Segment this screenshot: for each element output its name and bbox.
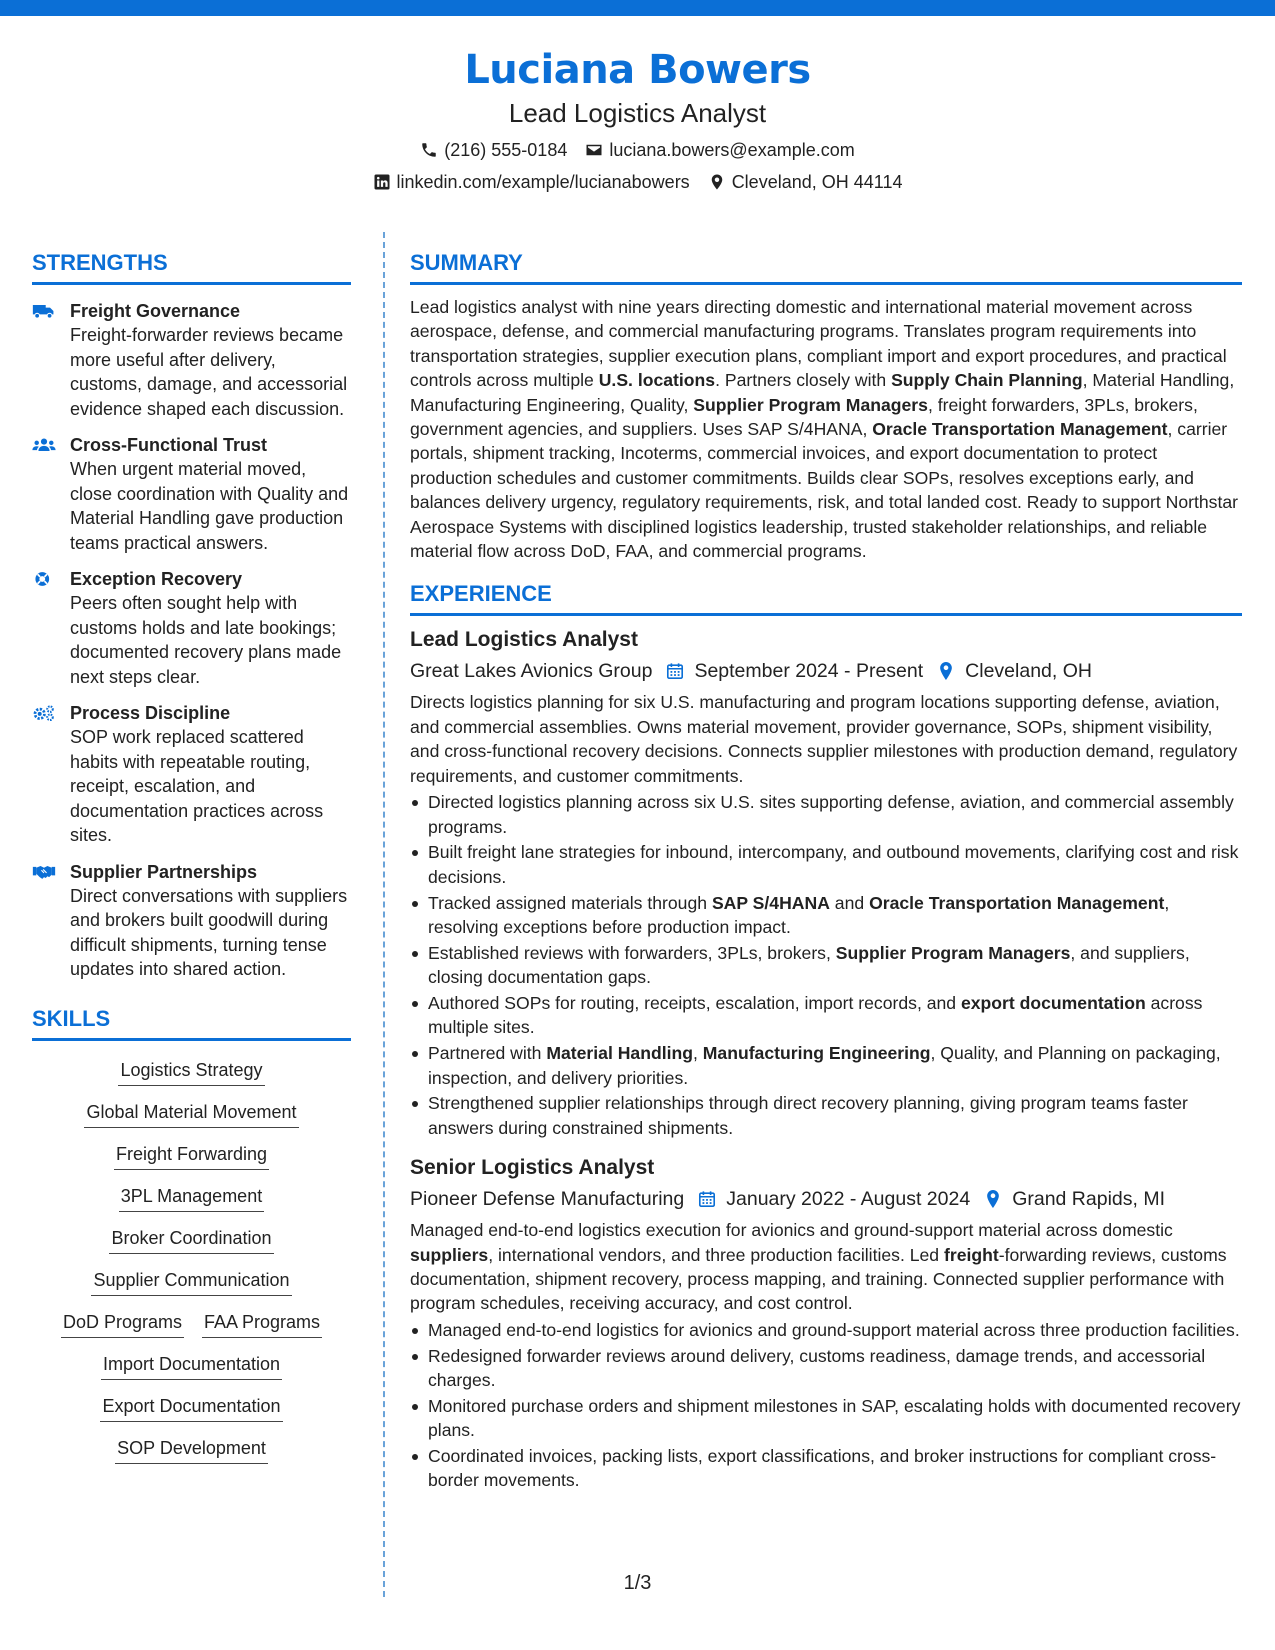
top-accent-bar (0, 0, 1275, 16)
envelope-icon (585, 141, 603, 159)
strength-description: When urgent material moved, close coordination with Quality and Material Handling gave production teams practical answers. (70, 459, 349, 553)
job-title: Senior Logistics Analyst (410, 1156, 655, 1180)
bullet-item: Authored SOPs for routing, receipts, escalation, import records, and export documentation across multiple sites. (410, 991, 1242, 1040)
email-contact[interactable] (585, 138, 854, 162)
skill-tag: Supplier Communication (91, 1267, 291, 1296)
skill-tag: Logistics Strategy (118, 1057, 264, 1086)
job-company: Great Lakes Avionics Group (410, 660, 653, 683)
job-entry (410, 626, 1242, 1140)
bullet-item: Strengthened supplier relationships through direct recovery planning, giving program teams faster answers during constrained shipments. (410, 1091, 1242, 1140)
job-location: Grand Rapids, MI (1012, 1188, 1165, 1211)
strength-item (32, 299, 351, 421)
skill-row (32, 1267, 351, 1296)
life-ring-icon (32, 567, 58, 689)
bullet-item: Partnered with Material Handling, Manufacturing Engineering, Quality, and Planning on packaging, inspection, and delivery priorities. (410, 1041, 1242, 1090)
bullet-item: Established reviews with forwarders, 3PLs, brokers, Supplier Program Managers, and suppliers, closing documentation gaps. (410, 941, 1242, 990)
bullet-item: Managed end-to-end logistics for avionics and ground-support material across three production facilities. (410, 1318, 1242, 1342)
bullet-item: Tracked assigned materials through SAP S/4HANA and Oracle Transportation Management, resolving exceptions before production impact. (410, 891, 1242, 940)
strengths-list (32, 299, 351, 982)
left-column (32, 248, 351, 1477)
skill-tag: FAA Programs (202, 1309, 322, 1338)
map-pin-icon (708, 173, 726, 191)
skill-tag: 3PL Management (119, 1183, 264, 1212)
contact-line-2 (0, 170, 1275, 194)
job-description: Directs logistics planning for six U.S. manufacturing and program locations supporting defense, aviation, and commercial assemblies. Owns material movement, provider governance, SOPs, shipment visibility, and cross-functional recovery decisions. Connects supplier milestones with production demand, regulatory requirements, and customer commitments. (410, 692, 1238, 786)
strength-name: Exception Recovery (70, 569, 243, 589)
strength-description: SOP work replaced scattered habits with repeatable routing, receipt, escalation, and documentation practices across sites. (70, 727, 324, 845)
skills-heading: SKILLS (32, 1004, 351, 1041)
bullet-item: Built freight lane strategies for inbound, intercompany, and outbound movements, clarifying cost and risk decisions. (410, 840, 1242, 889)
summary-text: Lead logistics analyst with nine years directing domestic and international material movement across aerospace, defense, and commercial manufacturing programs. Translates program requirements into transportation strategies, supplier execution plans, compliant import and export procedures, and practical controls across multiple U.S. locations. Partners closely with Supply Chain Planning, Material Handling, Manufacturing Engineering, Quality, Supplier Program Managers, freight forwarders, 3PLs, brokers, government agencies, and suppliers. Uses SAP S/4HANA, Oracle Transportation Management, carrier portals, shipment tracking, Incoterms, commercial invoices, and export documentation to protect production schedules and customer commitments. Builds clear SOPs, resolves exceptions early, and balances delivery urgency, regulatory requirements, risk, and total landed cost. Ready to support Northstar Aerospace Systems with disciplined logistics leadership, trusted stakeholder relationships, and reliable material flow across DoD, FAA, and commercial programs. (410, 297, 1238, 562)
strength-item (32, 567, 351, 689)
skill-tag: Import Documentation (101, 1351, 282, 1380)
right-column (410, 248, 1242, 1493)
bold-term: export documentation (960, 992, 1146, 1013)
strength-name: Process Discipline (70, 703, 231, 723)
map-pin-icon (937, 661, 955, 681)
bullet-item: Coordinated invoices, packing lists, export classifications, and broker instructions for compliant cross-border movements. (410, 1444, 1242, 1493)
bold-term: Supplier Program Managers (693, 394, 928, 415)
bold-term: freight (943, 1244, 999, 1265)
skill-tag: Freight Forwarding (114, 1141, 269, 1170)
bold-term: Oracle Transportation Management (872, 419, 1168, 440)
skill-row (32, 1099, 351, 1128)
strength-name: Freight Governance (70, 301, 241, 321)
resume-header (0, 44, 1275, 194)
skill-tag: Broker Coordination (109, 1225, 273, 1254)
calendar-icon (666, 661, 684, 681)
bold-term: Supplier Program Managers (835, 942, 1071, 963)
skill-row (32, 1225, 351, 1254)
job-bullets (410, 1318, 1242, 1493)
strength-item (32, 860, 351, 982)
job-meta (410, 1185, 1242, 1213)
skill-row (32, 1183, 351, 1212)
skills-list (32, 1057, 351, 1464)
skill-tag: Export Documentation (100, 1393, 282, 1422)
job-meta (410, 657, 1242, 685)
skill-tag: DoD Programs (61, 1309, 184, 1338)
page-number: 1/3 (623, 1572, 652, 1594)
candidate-name: Luciana Bowers (464, 47, 811, 93)
skill-row (32, 1141, 351, 1170)
linkedin-contact[interactable] (373, 170, 690, 194)
strength-description: Peers often sought help with customs holds and late bookings; documented recovery plans made next steps clear. (70, 593, 342, 687)
job-description: Managed end-to-end logistics execution for avionics and ground-support material across domestic suppliers, international vendors, and three production facilities. Led freight-forwarding reviews, customs documentation, shipment recovery, process mapping, and training. Connected supplier performance with program schedules, receiving accuracy, and cost control. (410, 1220, 1227, 1314)
bullet-item: Monitored purchase orders and shipment milestones in SAP, escalating holds with documented recovery plans. (410, 1394, 1242, 1443)
strength-name: Cross-Functional Trust (70, 435, 268, 455)
candidate-title: Lead Logistics Analyst (508, 98, 767, 128)
job-bullets (410, 790, 1242, 1140)
phone-contact (420, 138, 567, 162)
bold-term: Material Handling (546, 1043, 693, 1064)
strength-description: Direct conversations with suppliers and brokers built goodwill during difficult shipments, turning tense updates into shared action. (70, 885, 348, 979)
skill-tag: Global Material Movement (84, 1099, 298, 1128)
strength-description: Freight-forwarder reviews became more useful after delivery, customs, damage, and accessorial evidence shaped each discussion. (70, 325, 348, 419)
email-text: luciana.bowers@example.com (609, 140, 855, 160)
skill-row (32, 1351, 351, 1380)
phone-icon (420, 141, 438, 159)
gears-icon (32, 701, 58, 848)
strength-body (70, 299, 351, 421)
bold-term: U.S. locations (598, 370, 716, 391)
job-entry (410, 1154, 1242, 1493)
experience-list (410, 626, 1242, 1492)
job-company: Pioneer Defense Manufacturing (410, 1188, 685, 1211)
bold-term: Oracle Transportation Management (869, 892, 1165, 913)
job-title: Lead Logistics Analyst (410, 628, 638, 652)
location-contact (708, 170, 903, 194)
strength-name: Supplier Partnerships (70, 861, 258, 882)
job-dates: January 2022 - August 2024 (726, 1188, 971, 1211)
bold-term: Supply Chain Planning (891, 370, 1083, 391)
skill-row (32, 1435, 351, 1464)
linkedin-icon (373, 173, 391, 191)
truck-icon (32, 299, 58, 421)
bold-term: suppliers (410, 1244, 489, 1265)
strength-body (70, 567, 351, 689)
bullet-item: Redesigned forwarder reviews around delivery, customs readiness, damage trends, and accessorial charges. (410, 1344, 1242, 1393)
bullet-item: Directed logistics planning across six U.S. sites supporting defense, aviation, and commercial assembly programs. (410, 790, 1242, 839)
handshake-icon (32, 860, 58, 982)
map-pin-icon (984, 1189, 1002, 1209)
linkedin-text: linkedin.com/example/lucianabowers (396, 172, 690, 192)
summary-heading: SUMMARY (410, 248, 1242, 285)
skill-row (32, 1309, 351, 1338)
users-icon (32, 433, 58, 555)
contact-line-1 (0, 138, 1275, 162)
calendar-icon (698, 1189, 716, 1209)
experience-heading: EXPERIENCE (410, 579, 1242, 616)
skill-row (32, 1057, 351, 1086)
bold-term: SAP S/4HANA (711, 892, 830, 913)
job-dates: September 2024 - Present (694, 660, 924, 683)
strength-item (32, 433, 351, 555)
skill-tag: SOP Development (115, 1435, 268, 1464)
strength-item (32, 701, 351, 848)
phone-text: (216) 555-0184 (444, 140, 568, 160)
strength-body (70, 433, 351, 555)
location-text: Cleveland, OH 44114 (731, 172, 903, 192)
bold-term: Manufacturing Engineering (702, 1043, 931, 1064)
skill-row (32, 1393, 351, 1422)
strengths-heading: STRENGTHS (32, 248, 351, 285)
strength-body (70, 701, 351, 848)
job-location: Cleveland, OH (965, 660, 1092, 683)
column-divider (383, 232, 385, 1597)
strength-body (70, 860, 351, 982)
